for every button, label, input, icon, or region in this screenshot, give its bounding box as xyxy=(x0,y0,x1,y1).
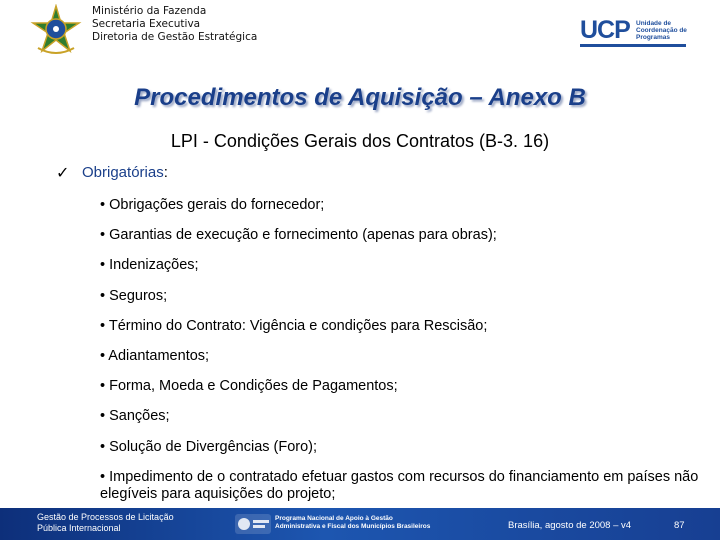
obligations-list xyxy=(100,197,700,503)
list-item: • Forma, Moeda e Condições de Pagamentos; xyxy=(100,378,398,395)
brazil-coat-of-arms-icon xyxy=(30,4,82,56)
footer-course-line-1: Gestão de Processos de Licitação xyxy=(37,512,174,522)
list-item: • Garantias de execução e fornecimento (apenas para obras); xyxy=(100,227,497,244)
ucp-logo-subtitle: Unidade de Coordenação de Programas xyxy=(636,20,687,41)
footer-program-line-1: Programa Nacional de Apoio à Gestão xyxy=(275,515,393,522)
ministry-line-2: Secretaria Executiva xyxy=(92,18,201,30)
footer-course-title xyxy=(37,512,174,534)
ucp-logo xyxy=(580,16,690,46)
list-item: • Impedimento de o contratado efetuar gastos com recursos do financiamento em países não elegíveis para aquisições do projeto; xyxy=(100,468,699,502)
footer-program-line-2: Administrativa e Fiscal dos Municípios Brasileiros xyxy=(275,523,431,530)
ministry-block xyxy=(92,5,257,44)
list-item: • Adiantamentos; xyxy=(100,347,210,364)
list-item: • Término do Contrato: Vigência e condições para Rescisão; xyxy=(100,317,488,334)
page-number: 87 xyxy=(674,520,685,531)
section-suffix: : xyxy=(163,164,168,181)
list-item: • Sanções; xyxy=(100,408,170,425)
slide-title: Procedimentos de Aquisição – Anexo B xyxy=(134,84,586,111)
section-label: Obrigatórias xyxy=(82,164,164,181)
footer-date: Brasília, agosto de 2008 – v4 xyxy=(508,520,632,531)
ucp-logo-bar xyxy=(580,44,686,47)
slide-header xyxy=(0,0,720,70)
checkmark-icon: ✓ xyxy=(56,165,70,182)
footer-program xyxy=(275,515,430,531)
ministry-line-3: Diretoria de Gestão Estratégica xyxy=(92,31,258,43)
list-item: • Solução de Divergências (Foro); xyxy=(100,438,318,455)
ucp-logo-word: UCP xyxy=(580,16,630,44)
ministry-line-1: Ministério da Fazenda xyxy=(92,5,207,17)
slide-subtitle: LPI - Condições Gerais dos Contratos (B-3. 16) xyxy=(170,131,550,151)
slide-footer xyxy=(0,508,720,540)
list-item: • Indenizações; xyxy=(100,257,199,274)
footer-course-line-2: Pública Internacional xyxy=(37,523,121,533)
list-item: • Obrigações gerais do fornecedor; xyxy=(100,197,325,213)
section-heading xyxy=(82,164,168,181)
pnafm-logo-icon xyxy=(235,514,271,534)
list-item: • Seguros; xyxy=(100,287,168,304)
